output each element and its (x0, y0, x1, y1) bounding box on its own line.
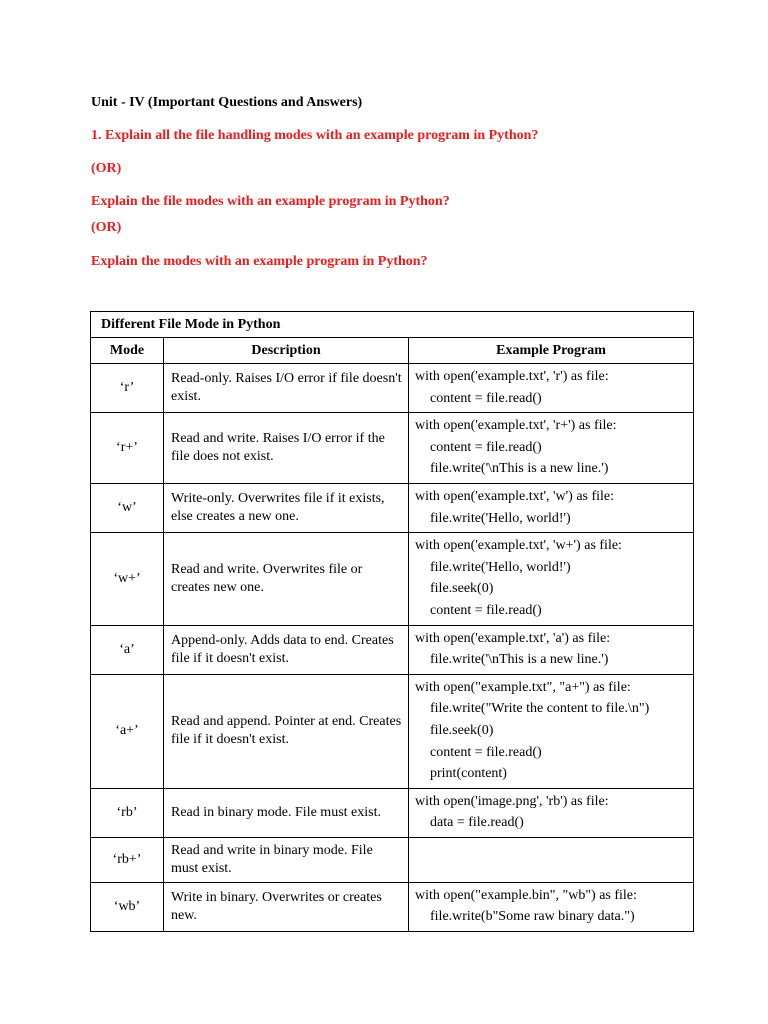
header-mode: Mode (91, 338, 164, 364)
table-row (91, 364, 694, 413)
description-cell: Read in binary mode. File must exist. (164, 788, 409, 837)
description-cell: Write in binary. Overwrites or creates new. (164, 882, 409, 931)
mode-cell: ‘wb’ (91, 882, 164, 931)
alternate-question-2: Explain the modes with an example program in Python? (91, 254, 428, 269)
code-line: file.write('Hello, world!') (430, 559, 571, 575)
or-separator-2: (OR) (91, 220, 122, 235)
code-line: file.write('Hello, world!') (430, 510, 571, 526)
code-line: content = file.read() (430, 602, 542, 618)
description-cell: Read and write. Raises I/O error if the file does not exist. (164, 413, 409, 484)
code-line: with open('example.txt', 'w') as file: (415, 488, 615, 504)
description-cell: Read and write. Overwrites file or creates new one. (164, 533, 409, 625)
example-program-cell (409, 625, 694, 674)
code-line: content = file.read() (430, 744, 542, 760)
question-text: 1. Explain all the file handling modes with an example program in Python? (91, 128, 539, 143)
description-cell: Read and write in binary mode. File must exist. (164, 837, 409, 882)
code-line: file.write("Write the content to file.\n") (430, 701, 650, 717)
example-program-cell (409, 413, 694, 484)
description-cell: Read and append. Pointer at end. Creates file if it doesn't exist. (164, 674, 409, 788)
code-line: with open('image.png', 'rb') as file: (415, 793, 609, 809)
mode-cell: ‘r+’ (91, 413, 164, 484)
table-row (91, 882, 694, 931)
table-row (91, 837, 694, 882)
mode-cell: ‘a+’ (91, 674, 164, 788)
description-cell: Append-only. Adds data to end. Creates file if it doesn't exist. (164, 625, 409, 674)
table-row (91, 533, 694, 625)
description-cell: Read-only. Raises I/O error if file doesn't exist. (164, 364, 409, 413)
code-line: file.write('\nThis is a new line.') (430, 461, 609, 477)
example-program-cell (409, 837, 694, 882)
code-line: with open("example.txt", "a+") as file: (415, 679, 631, 695)
code-line: content = file.read() (430, 439, 542, 455)
table-row (91, 674, 694, 788)
code-line: data = file.read() (430, 815, 524, 831)
code-line: with open('example.txt', 'r+') as file: (415, 418, 617, 434)
example-program-cell (409, 788, 694, 837)
code-line: file.write(b"Some raw binary data.") (430, 909, 635, 925)
table-row (91, 483, 694, 532)
table-caption: Different File Mode in Python (91, 312, 694, 338)
mode-cell: ‘rb’ (91, 788, 164, 837)
example-program-cell (409, 483, 694, 532)
table-row (91, 413, 694, 484)
table-row (91, 625, 694, 674)
example-program-cell (409, 674, 694, 788)
header-description: Description (164, 338, 409, 364)
code-line: content = file.read() (430, 390, 542, 406)
or-separator-1: (OR) (91, 161, 122, 176)
code-line: file.seek(0) (430, 581, 494, 597)
code-line: file.seek(0) (430, 722, 494, 738)
code-line: with open("example.bin", "wb") as file: (415, 887, 637, 903)
mode-cell: ‘r’ (91, 364, 164, 413)
example-program-cell (409, 364, 694, 413)
alternate-question-1: Explain the file modes with an example program in Python? (91, 194, 450, 209)
mode-cell: ‘w’ (91, 483, 164, 532)
mode-cell: ‘w+’ (91, 533, 164, 625)
file-modes-table (90, 311, 694, 932)
code-line: print(content) (430, 766, 507, 782)
description-cell: Write-only. Overwrites file if it exists, else creates a new one. (164, 483, 409, 532)
example-program-cell (409, 882, 694, 931)
code-line: with open('example.txt', 'r') as file: (415, 369, 609, 384)
code-line: with open('example.txt', 'w+') as file: (415, 538, 622, 554)
header-example-program: Example Program (409, 338, 694, 364)
table-row (91, 788, 694, 837)
code-line: file.write('\nThis is a new line.') (430, 652, 609, 668)
table-header-row (91, 338, 694, 364)
mode-cell: ‘rb+’ (91, 837, 164, 882)
page-title: Unit - IV (Important Questions and Answers) (91, 95, 363, 110)
mode-cell: ‘a’ (91, 625, 164, 674)
code-line: with open('example.txt', 'a') as file: (415, 630, 611, 646)
example-program-cell (409, 533, 694, 625)
